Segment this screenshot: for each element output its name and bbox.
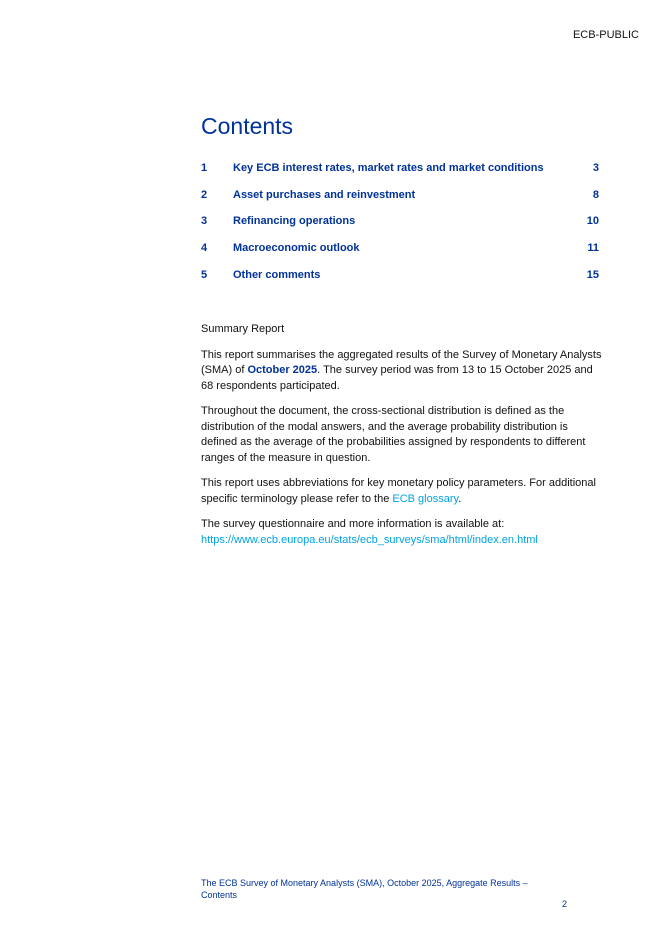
page-number: 2 [562,899,568,909]
paragraph-text: This report summarises the aggregated results of the Survey of Monetary Analysts (SMA) of [201,348,602,376]
toc-number: 5 [201,268,208,281]
table-of-contents [201,162,599,295]
survey-month-highlight: October 2025 [247,364,318,376]
paragraph-text: . [458,492,462,505]
toc-title[interactable]: Key ECB interest rates, market rates and market conditions [233,162,544,174]
summary-paragraph-3 [201,476,605,507]
toc-entry-5[interactable] [201,269,599,296]
paragraph-text: . The survey period was from 13 to 15 October 2025 and 68 respondents participated. [201,364,593,392]
toc-title[interactable]: Other comments [233,268,321,281]
toc-page-number: 10 [586,215,599,228]
toc-page-number: 15 [586,268,599,281]
toc-number: 4 [201,242,208,255]
toc-number: 1 [201,162,208,174]
toc-number: 3 [201,215,208,228]
toc-page-number: 8 [592,188,599,201]
footer-line-2: Contents [201,890,238,900]
survey-url-link[interactable]: https://www.ecb.europa.eu/stats/ecb_surveys/sma/html/index.en.html [201,533,538,546]
page-footer [201,877,541,901]
footer-line-1: The ECB Survey of Monetary Analysts (SMA), October 2025, Aggregate Results – [201,878,528,888]
toc-title[interactable]: Refinancing operations [233,215,356,228]
summary-section [201,322,605,558]
summary-heading: Summary Report [201,323,285,335]
toc-entry-2[interactable] [201,189,599,216]
classification-label: ECB-PUBLIC [572,29,639,41]
summary-paragraph-4 [201,517,605,548]
toc-entry-4[interactable] [201,242,599,269]
summary-paragraph-2: Throughout the document, the cross-sectional distribution is defined as the distribution of the modal answers, and the average probability distribution is defined as the average of the probabilities assigned by respondents to different ranges of the measure in question. [201,405,586,464]
ecb-glossary-link[interactable]: ECB glossary [392,492,459,505]
paragraph-text: The survey questionnaire and more information is available at: [201,518,505,530]
toc-page-number: 3 [592,162,599,174]
toc-page-number: 11 [587,242,599,255]
toc-number: 2 [201,188,208,201]
summary-paragraph-1 [201,348,605,395]
paragraph-text: This report uses abbreviations for key monetary policy parameters. For additional specific terminology please refer to the [201,477,596,505]
toc-entry-3[interactable] [201,215,599,242]
toc-entry-1[interactable] [201,162,599,189]
toc-title[interactable]: Macroeconomic outlook [233,242,360,255]
toc-title[interactable]: Asset purchases and reinvestment [233,188,416,201]
page-title: Contents [201,113,294,139]
